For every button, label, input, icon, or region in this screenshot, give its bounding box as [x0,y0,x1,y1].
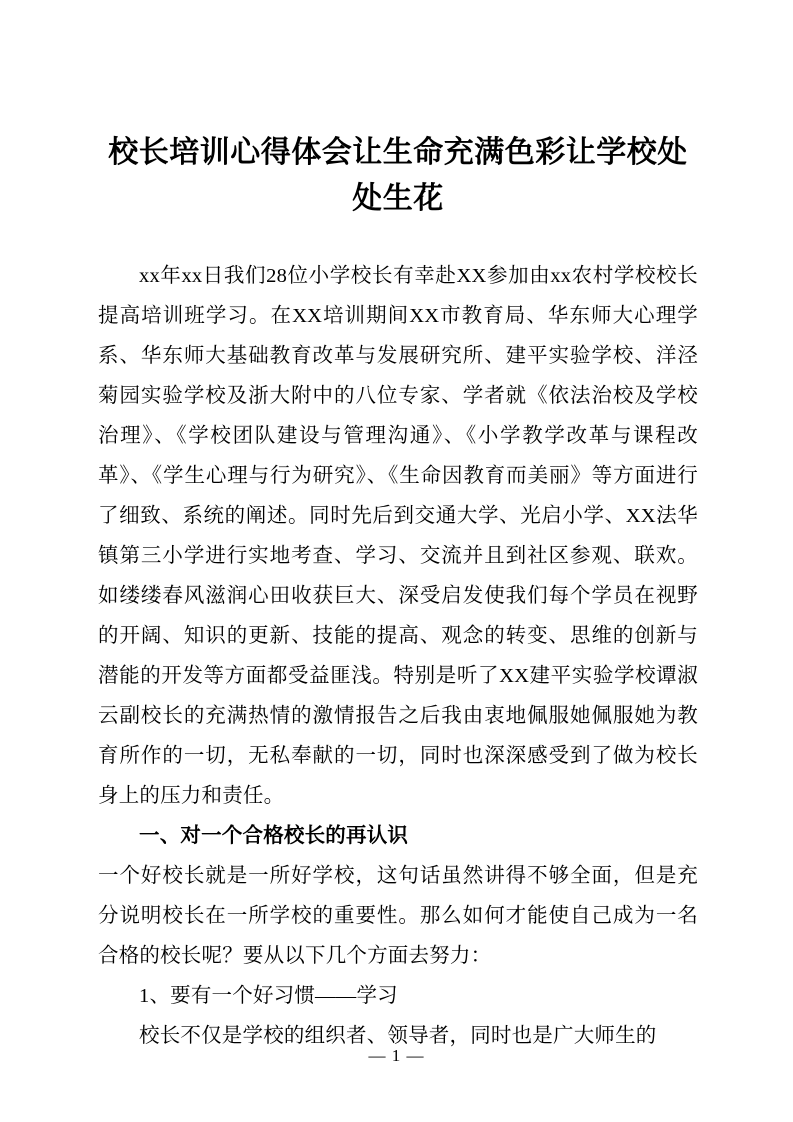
page-number: — 1 — [368,1046,425,1065]
paragraph-subitem-1: 1、要有一个好习惯——学习 [139,985,398,1007]
document-body [98,256,698,1056]
paragraph-intro: xx年xx日我们28位小学校长有幸赴XX参加由xx农村学校校长提高培训班学习。在XX培训期间XX市教育局、华东师大心理学系、华东师大基础教育改革与发展研究所、建平实验学校、洋泾菊园实验学校及浙大附中的八位专家、学者就《依法治校及学校治理》、《学校团队建设与管理沟通》、《小学教学改革与课程改革》、《学生心理与行为研究》、《生命因教育而美丽》等方面进行了细致、系统的阐述。同时先后到交通大学、光启小学、XX法华镇第三小学进行实地考查、学习、交流并且到社区参观、联欢。如缕缕春风滋润心田收获巨大、深受启发使我们每个学员在视野的开阔、知识的更新、技能的提高、观念的转变、思维的创新与潜能的开发等方面都受益匪浅。特别是听了XX建平实验学校谭淑云副校长的充满热情的激情报告之后我由衷地佩服她佩服她为教育所作的一切，无私奉献的一切，同时也深深感受到了做为校长身上的压力和责任。 [98,265,698,807]
document-content [98,130,698,1056]
page-title: 校长培训心得体会让生命充满色彩让学校处处生花 [108,136,688,215]
paragraph-subitem-1-body: 校长不仅是学校的组织者、领导者，同时也是广大师生的 [139,1025,657,1047]
paragraph-section-1-body: 一个好校长就是一所好学校，这句话虽然讲得不够全面，但是充分说明校长在一所学校的重要性。那么如何才能使自己成为一名合格的校长呢？要从以下几个方面去努力： [98,865,698,967]
section-heading-1: 一、对一个合格校长的再认识 [139,825,409,847]
